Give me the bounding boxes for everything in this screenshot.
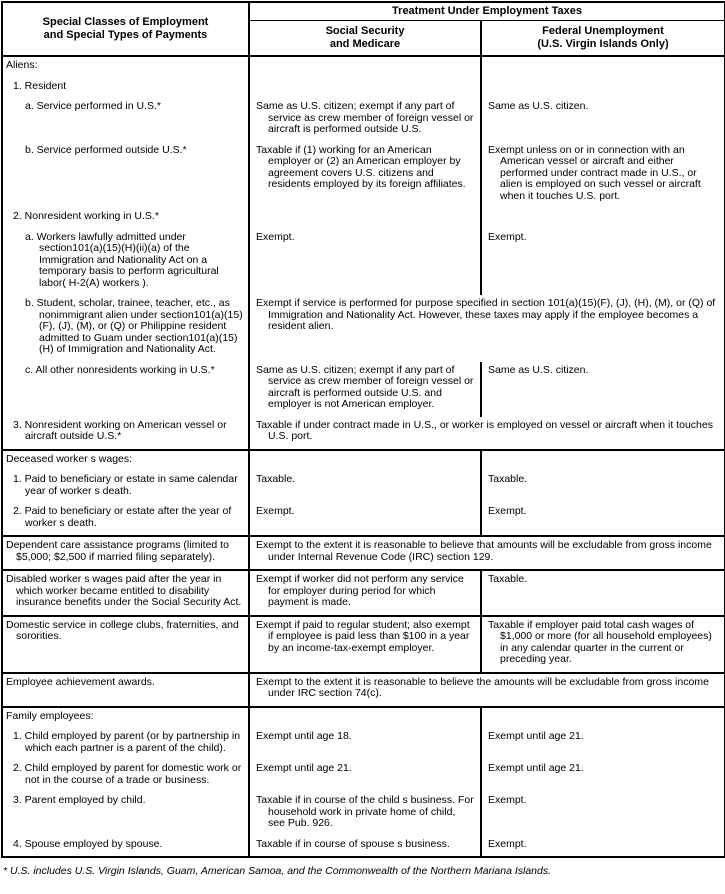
row-label-cell <box>2 450 249 472</box>
section-domestic-service-college-clubs <box>2 616 725 673</box>
row-label-cell <box>2 142 249 209</box>
table-row <box>2 503 725 536</box>
row-label-cell <box>2 208 249 229</box>
row-label-cell <box>2 673 249 707</box>
social-security-text: Exempt if worker did not perform any service for employer during period for which payment is made. <box>256 573 464 608</box>
row-label-cell <box>2 728 249 760</box>
social-security-cell <box>249 570 481 616</box>
table-row <box>2 836 725 858</box>
federal-unemployment-cell <box>481 98 725 142</box>
treatment-span-text: Taxable if under contract made in U.S., or worker is employed on vessel or aircraft when it touches U.S. port. <box>256 418 713 442</box>
row-label-cell <box>2 56 249 78</box>
row-label: Family employees: <box>6 709 94 722</box>
federal-unemployment-cell <box>481 56 725 78</box>
social-security-text: Taxable if in course of the child s business. For household work in private home of child, see Pub. 926. <box>256 794 474 829</box>
federal-unemployment-cell <box>481 792 725 836</box>
social-security-cell <box>249 503 481 536</box>
row-label: 1. Paid to beneficiary or estate in same calendar year of worker s death. <box>13 473 238 497</box>
federal-unemployment-text: Exempt. <box>488 837 527 850</box>
social-security-cell <box>249 707 481 729</box>
row-label: b. Service performed outside U.S.* <box>25 143 187 156</box>
section-employee-achievement-awards <box>2 673 725 707</box>
row-label-cell <box>2 536 249 570</box>
employment-tax-treatment-page <box>0 1 725 894</box>
treatment-span-cell <box>249 673 725 707</box>
social-security-cell <box>249 792 481 836</box>
row-label: Employee achievement awards. <box>6 675 155 688</box>
federal-unemployment-text: Same as U.S. citizen. <box>488 363 589 376</box>
social-security-text: Exempt until age 18. <box>256 730 352 742</box>
header-treatment-title: Treatment Under Employment Taxes <box>249 2 725 21</box>
social-security-cell <box>249 229 481 296</box>
federal-unemployment-cell <box>481 760 725 792</box>
row-label-cell <box>2 295 249 362</box>
row-label-cell <box>2 760 249 792</box>
header-social-security-line1: Social Security <box>325 25 405 37</box>
federal-unemployment-cell <box>481 836 725 858</box>
table-header <box>2 2 725 56</box>
section-deceased-workers-wages <box>2 450 725 537</box>
social-security-cell <box>249 208 481 229</box>
federal-unemployment-text: Exempt until age 21. <box>488 730 584 742</box>
row-label-cell <box>2 229 249 296</box>
social-security-cell <box>249 142 481 209</box>
social-security-text: Taxable if in course of spouse s business. <box>256 837 450 850</box>
table-row <box>2 142 725 209</box>
row-label: b. Student, scholar, trainee, teacher, etc., as nonimmigrant alien under section101(a)(15)(F), (J), (M), or (Q) or Philippine resident admitted to Guam under section101(a)(15)(H) of Immigration and Nationality Act. <box>25 297 243 355</box>
social-security-cell <box>249 78 481 99</box>
header-federal-unemployment <box>481 21 725 57</box>
social-security-cell <box>249 98 481 142</box>
row-label: Aliens: <box>6 59 38 71</box>
table-row <box>2 536 725 570</box>
header-social-security <box>249 21 481 57</box>
federal-unemployment-text: Exempt unless on or in connection with an American vessel or aircraft and either performed under contract made in U.S., or alien is employed on such vessel or aircraft when it touches U.S. port. <box>488 143 701 202</box>
row-label: 2. Child employed by parent for domestic work or not in the course of a trade or business. <box>13 762 242 786</box>
federal-unemployment-text: Exempt until age 21. <box>488 762 584 774</box>
row-label-cell <box>2 792 249 836</box>
row-label-cell <box>2 503 249 536</box>
section-dependent-care-assistance <box>2 536 725 570</box>
social-security-text: Exempt until age 21. <box>256 762 352 774</box>
section-aliens <box>2 56 725 450</box>
social-security-cell <box>249 362 481 417</box>
federal-unemployment-text: Taxable. <box>488 473 528 485</box>
federal-unemployment-cell <box>481 616 725 673</box>
row-label-cell <box>2 362 249 417</box>
table-row <box>2 56 725 78</box>
federal-unemployment-text: Exempt. <box>488 505 527 517</box>
table-row <box>2 98 725 142</box>
social-security-text: Same as U.S. citizen; exempt if any part of service as crew member of foreign vessel or aircraft is performed outside U.S. and employer is not American employer. <box>256 363 474 410</box>
table-row <box>2 673 725 707</box>
table-row <box>2 229 725 296</box>
section-disabled-workers-wages <box>2 570 725 616</box>
row-label: a. Workers lawfully admitted under section101(a)(15)(H)(ii)(a) of the Immigration and Nationality Act on a temporary basis to perform agricultural labor( H-2(A) workers ). <box>25 230 219 289</box>
row-label: 2. Nonresident working in U.S.* <box>13 210 159 222</box>
social-security-cell <box>249 760 481 792</box>
federal-unemployment-cell <box>481 728 725 760</box>
federal-unemployment-cell <box>481 362 725 417</box>
federal-unemployment-text: Taxable if employer paid total cash wages of $1,000 or more (for all household employees) in any calendar quarter in the current or preceding year. <box>488 618 712 665</box>
table-row <box>2 208 725 229</box>
header-special-classes <box>2 2 249 56</box>
treatment-span-text: Exempt if service is performed for purpose specified in section 101(a)(15)(F), (J), (H), (M), or (Q) of Immigration and Nationality Act. However, these taxes may apply if the employee becomes a resident alien. <box>256 297 716 332</box>
row-label-cell <box>2 836 249 858</box>
row-label: c. All other nonresidents working in U.S.* <box>25 363 215 376</box>
federal-unemployment-text: Same as U.S. citizen. <box>488 100 589 112</box>
footnote: * U.S. includes U.S. Virgin Islands, Guam, American Samoa, and the Commonwealth of the Northern Mariana Islands. <box>3 865 552 877</box>
header-federal-unemployment-line1: Federal Unemployment <box>542 25 664 37</box>
table-row <box>2 707 725 729</box>
federal-unemployment-cell <box>481 570 725 616</box>
table-row <box>2 417 725 450</box>
row-label-cell <box>2 707 249 729</box>
row-label: Deceased worker s wages: <box>6 452 133 465</box>
table-row <box>2 570 725 616</box>
social-security-text: Exempt. <box>256 230 295 243</box>
row-label: a. Service performed in U.S.* <box>25 100 161 112</box>
social-security-text: Same as U.S. citizen; exempt if any part of service as crew member of foreign vessel or aircraft is performed outside U.S. <box>256 100 474 135</box>
federal-unemployment-text: Taxable. <box>488 573 528 585</box>
federal-unemployment-cell <box>481 208 725 229</box>
table-row <box>2 78 725 99</box>
social-security-cell <box>249 471 481 503</box>
treatment-span-cell <box>249 295 725 362</box>
federal-unemployment-cell <box>481 503 725 536</box>
social-security-text: Exempt. <box>256 505 295 517</box>
row-label: 2. Paid to beneficiary or estate after the year of worker s death. <box>13 505 232 529</box>
table-row <box>2 792 725 836</box>
treatment-span-cell <box>249 417 725 450</box>
row-label: Disabled worker s wages paid after the year in which worker became entitled to disability insurance benefits under the Social Security Act. <box>6 573 242 608</box>
table-row <box>2 760 725 792</box>
row-label-cell <box>2 78 249 99</box>
table-row <box>2 295 725 362</box>
federal-unemployment-cell <box>481 471 725 503</box>
header-social-security-line2: and Medicare <box>329 38 401 50</box>
row-label-cell <box>2 417 249 450</box>
table-row <box>2 450 725 472</box>
row-label: 3. Nonresident working on American vessel or aircraft outside U.S.* <box>13 418 227 442</box>
treatment-span-text: Exempt to the extent it is reasonable to believe that amounts will be excludable from gross income under Internal Revenue Code (IRC) section 129. <box>256 539 712 563</box>
federal-unemployment-cell <box>481 78 725 99</box>
header-special-classes-line2: and Special Types of Payments <box>43 29 208 41</box>
federal-unemployment-cell <box>481 707 725 729</box>
social-security-cell <box>249 836 481 858</box>
header-federal-unemployment-line2: (U.S. Virgin Islands Only) <box>537 38 669 50</box>
federal-unemployment-text: Exempt. <box>488 230 527 243</box>
table-row <box>2 362 725 417</box>
federal-unemployment-cell <box>481 142 725 209</box>
employment-tax-table <box>1 1 725 858</box>
social-security-text: Exempt if paid to regular student; also exempt if employee is paid less than $100 in a year by an income-tax-exempt employer. <box>256 618 470 654</box>
row-label-cell <box>2 98 249 142</box>
section-family-employees <box>2 707 725 858</box>
row-label: 1. Resident <box>13 79 67 92</box>
table-row <box>2 728 725 760</box>
federal-unemployment-cell <box>481 229 725 296</box>
federal-unemployment-cell <box>481 450 725 472</box>
row-label-cell <box>2 616 249 673</box>
social-security-cell <box>249 616 481 673</box>
treatment-span-text: Exempt to the extent it is reasonable to believe the amounts will be excludable from gross income under IRC section 74(c). <box>256 675 709 699</box>
social-security-cell <box>249 728 481 760</box>
treatment-span-cell <box>249 536 725 570</box>
row-label: 3. Parent employed by child. <box>13 794 146 806</box>
row-label-cell <box>2 570 249 616</box>
row-label: Domestic service in college clubs, fraternities, and sororities. <box>6 618 239 642</box>
social-security-text: Taxable if (1) working for an American employer or (2) an American employer by agreement covers U.S. citizens and residents employed by its foreign affiliates. <box>256 143 466 190</box>
header-row-top <box>2 2 725 21</box>
row-label-cell <box>2 471 249 503</box>
social-security-cell <box>249 450 481 472</box>
row-label: Dependent care assistance programs (limited to $5,000; $2,500 if married filing separately). <box>6 539 229 563</box>
table-row <box>2 471 725 503</box>
row-label: 1. Child employed by parent (or by partnership in which each partner is a parent of the child). <box>13 730 241 754</box>
table-row <box>2 616 725 673</box>
federal-unemployment-text: Exempt. <box>488 794 527 806</box>
header-special-classes-line1: Special Classes of Employment <box>42 16 209 28</box>
social-security-text: Taxable. <box>256 473 296 485</box>
social-security-cell <box>249 56 481 78</box>
row-label: 4. Spouse employed by spouse. <box>13 837 163 850</box>
